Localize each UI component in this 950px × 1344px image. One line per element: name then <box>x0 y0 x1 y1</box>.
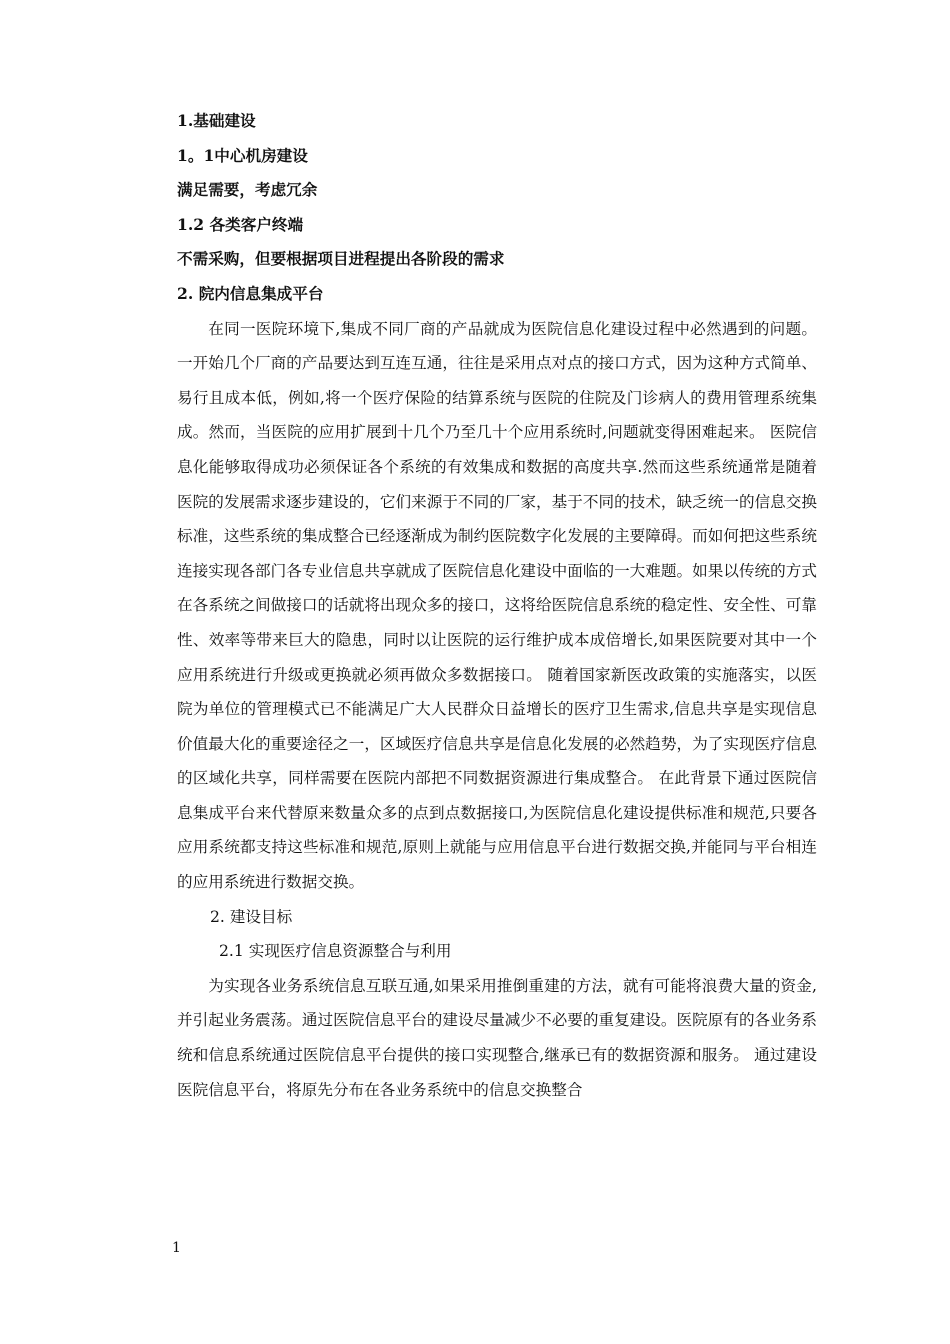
heading-integration-platform: 2. 院内信息集成平台 <box>177 283 324 303</box>
heading-meet-needs: 满足需要，考虑冗余 <box>177 180 318 200</box>
heading-data-center: 1。1中心机房建设 <box>177 145 308 165</box>
paragraph-goals: 为实现各业务系统信息互联互通,如果采用推倒重建的方法，就有可能将浪费大量的资金,并引起业务震荡。通过医院信息平台的建设尽量减少不必要的重复建设。医院原有的各业务系统和信息系统通过医院信息平台提供的接口实现整合,继承已有的数据资源和服务。 通过建设医院信息平台，将原先分布在各业务系统中的信息交换整合 <box>177 976 817 1099</box>
heading-client-terminals: 1.2 各类客户终端 <box>177 214 304 234</box>
paragraph-integration: 在同一医院环境下,集成不同厂商的产品就成为医院信息化建设过程中必然遇到的问题。一开始几个厂商的产品要达到互连互通，往往是采用点对点的接口方式，因为这种方式简单、易行且成本低，例如,将一个医疗保险的结算系统与医院的住院及门诊病人的费用管理系统集成。然而，当医院的应用扩展到十几个乃至几十个应用系统时,问题就变得困难起来。 医院信息化能够取得成功必须保证各个系统的有效集成和数据的高度共享.然而这些系统通常是随着医院的发展需求逐步建设的，它们来源于不同的厂家，基于不同的技术，缺乏统一的信息交换标准，这些系统的集成整合已经逐渐成为制约医院数字化发展的主要障碍。而如何把这些系统连接实现各部门各专业信息共享就成了医院信息化建设中面临的一大难题。如果以传统的方式在各系统之间做接口的话就将出现众多的接口，这将给医院信息系统的稳定性、安全性、可靠性、效率等带来巨大的隐患，同时以让医院的运行维护成本成倍增长,如果医院要对其中一个应用系统进行升级或更换就必须再做众多数据接口。 随着国家新医改政策的实施落实，以医院为单位的管理模式已不能满足广大人民群众日益增长的医疗卫生需求,信息共享是实现信息价值最大化的重要途径之一，区域医疗信息共享是信息化发展的必然趋势，为了实现医疗信息的区域化共享，同样需要在医院内部把不同数据资源进行集成整合。 在此背景下通过医院信息集成平台来代替原来数量众多的点到点数据接口,为医院信息化建设提供标准和规范,只要各应用系统都支持这些标准和规范,原则上就能与应用信息平台进行数据交换,并能同与平台相连的应用系统进行数据交换。 <box>177 319 817 892</box>
heading-resource-integration: 2.1 实现医疗信息资源整合与利用 <box>219 942 452 961</box>
document-body <box>177 104 817 1107</box>
heading-construction-goals: 2. 建设目标 <box>210 907 293 926</box>
heading-basic-construction: 1.基础建设 <box>177 111 256 130</box>
heading-no-procurement: 不需采购，但要根据项目进程提出各阶段的需求 <box>177 249 505 269</box>
page-number: 1 <box>172 1240 181 1256</box>
